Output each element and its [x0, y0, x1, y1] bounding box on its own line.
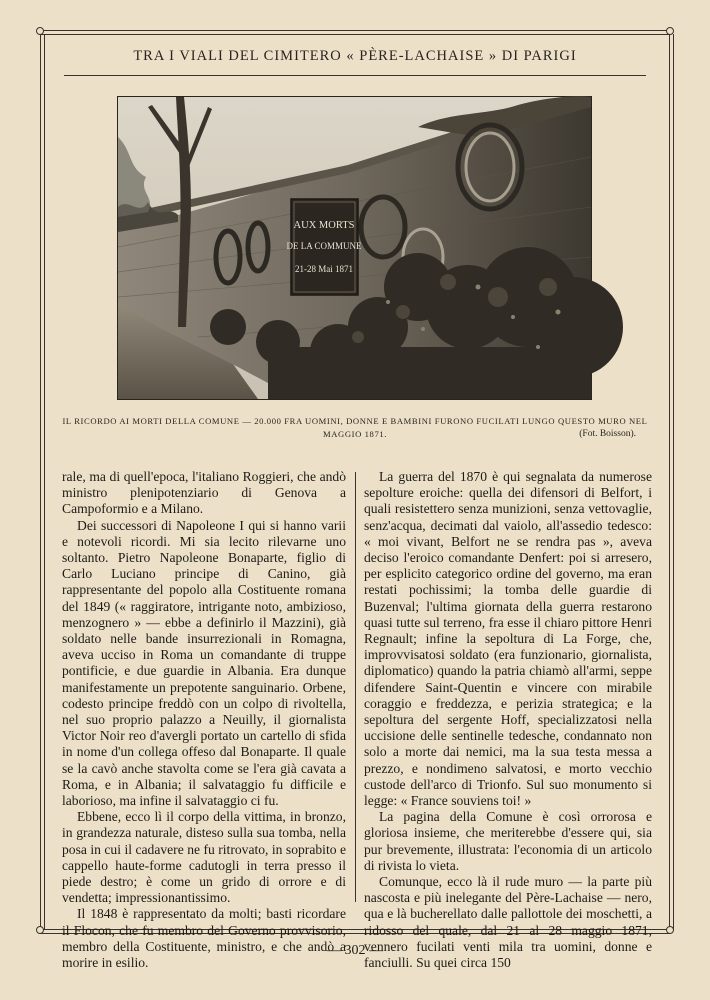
cemetery-wall-photo: [117, 96, 592, 400]
text-column-left: [62, 469, 346, 971]
frame-corner-ornament: [666, 27, 674, 35]
frame-top-rule-inner: [40, 34, 670, 35]
paragraph: La guerra del 1870 è qui segnalata da numerose sepolture eroiche: quella dei difensori di Belfort, i quali resistettero senza munizioni, senza vettovaglie, senz'acqua, decimati dal vaiolo, all'assedio tedesco: « moi vivant, Belfort ne se rendra pas », aveva deciso l'eroico comandante Denfert: poi si arresero, per esplicito categorico ordine del governo, ma eran restati pochissimi; la tomba delle guardie di Buzenval; l'ultima giornata della guerra restarono quasi tutte sul terreno, fra esse il chiaro pittore Henri Regnault; infine la sepoltura di La Forge, che, improvvisatosi soldato (era funzionario, giornalista, diplomatico) quando la patria chiamò all'armi, seppe difendere Saint-Quentin e vincere con mirabile coraggio e freddezza, e perizia strategica; e la sepoltura del sergente Hoff, specializzatosi nella uccisione delle sentinelle tedesche, condannato non solo a morte dai nemici, ma la sua testa messa a prezzo, e nondimeno salvatosi, e morto vecchio custode dell'arco di Trionfo. Sul suo monumento si legge: « France souviens toi! »: [364, 469, 652, 809]
title-rule: [64, 75, 646, 76]
frame-corner-ornament: [666, 926, 674, 934]
paragraph: La pagina della Comune è così orrorosa e gloriosa insieme, che meriterebbe d'essere qui, sia pur brevemente, illustrata: l'economia di un articolo di rivista lo vieta.: [364, 809, 652, 873]
paragraph: rale, ma di quell'epoca, l'italiano Roggieri, che andò ministro plenipotenziario di Genova a Campoformio e a Milano.: [62, 469, 346, 517]
plaque-line-1: AUX MORTS: [293, 220, 355, 231]
caption-text: IL RICORDO AI MORTI DELLA COMUNE — 20.000 FRA UOMINI, DONNE E BAMBINI FURONO FUCILATI LUNGO QUESTO MURO NEL MAGGIO 1871.: [62, 416, 648, 439]
page-number: — 302 —: [327, 943, 383, 958]
page-title: TRA I VIALI DEL CIMITERO « PÈRE-LACHAISE » DI PARIGI: [133, 48, 577, 64]
frame-corner-ornament: [36, 27, 44, 35]
photo-caption: [60, 415, 650, 441]
photo-credit: (Fot. Boisson).: [579, 429, 636, 439]
frame-top-rule: [40, 30, 670, 31]
paragraph: Comunque, ecco là il rude muro — la parte più nascosta e più inelegante del Père-Lachaise — nero, qua e là bucherellato dalle pallottole dei moschetti, a ridosso del quale, dal 21 al 28 maggio 1871, vennero fucilati venti mila tra uomini, donne e fanciulli. Su quei circa 150: [364, 874, 652, 971]
frame-right-rule: [669, 30, 670, 934]
plaque-line-3: 21-28 Mai 1871: [295, 264, 353, 274]
paragraph: Dei successori di Napoleone I qui si hanno varii e notevoli ricordi. Mi sia lecito rilevarne uno soltanto. Pietro Napoleone Bonaparte, figlio di Carlo Luciano principe di Canino, già rappresentante del popolo alla Costituente romana del 1849 (« raggiratore, intrigante noto, ambizioso, menzognero » — ebbe a definirlo il Mazzini), già soldato nelle bande insurrezionali in Romagna, aveva ucciso in Roma un comandante di truppe pontificie, e due guardie in Albania. Era dunque manifestamente un prepotente sanguinario. Orbene, codesto principe freddò con un colpo di rivoltella, nel suo proprio palazzo a Neuilly, il giornalista Victor Noir reo d'avergli portato un cartello di sfida in nome d'un collega offeso dal Bonaparte. Il quale se la cavò anche stavolta come se l'era già cavata a Roma, e in Albania; il salvataggio fu difficile e laborioso, ma infine il salvataggio ci fu.: [62, 517, 346, 809]
paragraph: Il 1848 è rappresentato da molti; basti ricordare il Flocon, che fu membro del Governo provvisorio, membro della Costituente, ministro, e che andò a morire in esilio.: [62, 906, 346, 971]
frame-right-rule-inner: [673, 34, 674, 930]
frame-left-rule: [40, 30, 41, 934]
paragraph: Ebbene, ecco lì il corpo della vittima, in bronzo, in grandezza naturale, disteso sulla sua tomba, nella posa in cui il cadavere ne fu ritrovato, in soprabito e cappello haute-forme cadutogli in terra presso il piede destro; è come un grido di orrore e di vendetta; impressionantissimo.: [62, 809, 346, 906]
column-divider: [355, 472, 356, 902]
text-column-right: [364, 469, 652, 971]
frame-left-rule-inner: [44, 34, 45, 930]
plaque-line-2: DE LA COMMUNE: [286, 241, 362, 251]
commune-plaque: [286, 199, 362, 295]
frame-corner-ornament: [36, 926, 44, 934]
